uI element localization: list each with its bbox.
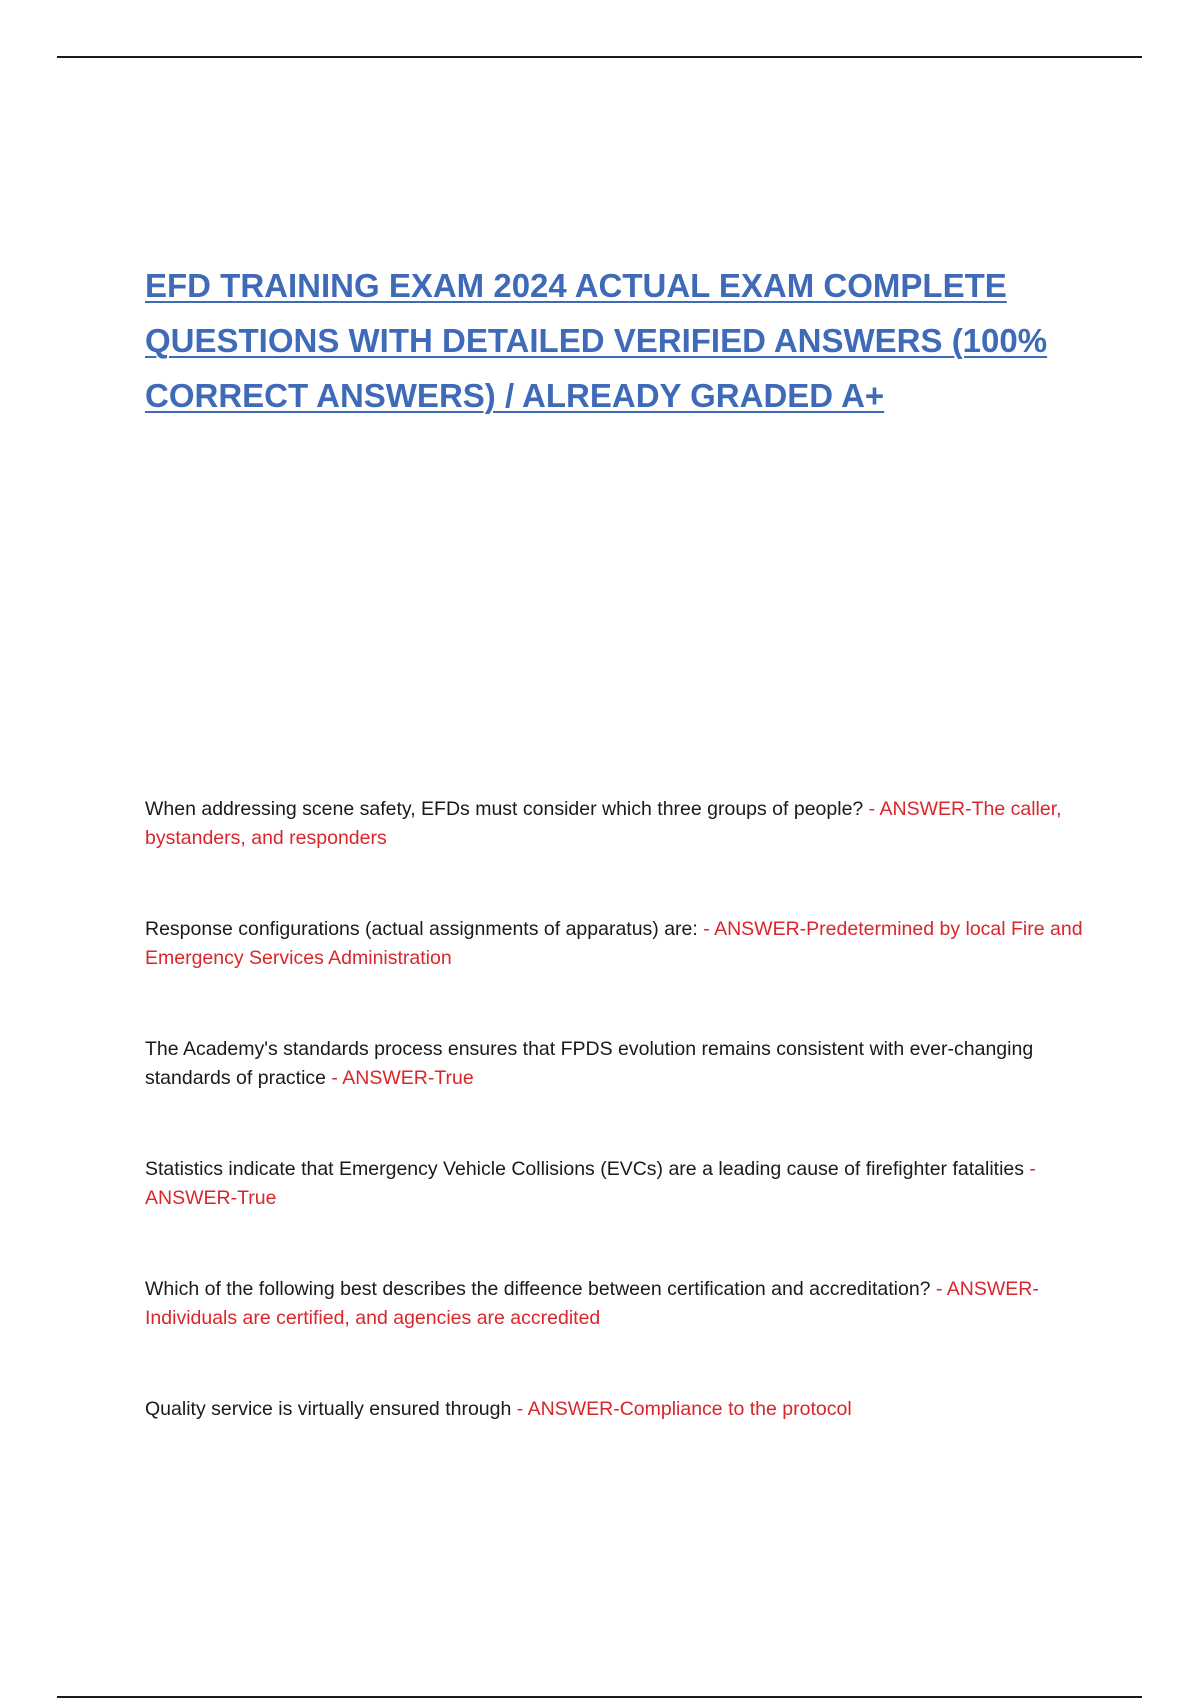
answer-text: ANSWER-True [145,1187,277,1209]
qa-item [145,1275,1090,1333]
question-text: Quality service is virtually ensured through [145,1398,512,1420]
answer-separator: - [863,798,880,820]
qa-item [145,1155,1090,1213]
answer-separator: - [930,1278,947,1300]
answer-text: ANSWER-Individuals are certified, and agencies are accredited [145,1278,1039,1329]
qa-item [145,1395,1090,1424]
bottom-rule [57,1696,1142,1698]
answer-separator: - [511,1398,528,1420]
answer-separator: - [697,918,715,940]
answer-text: ANSWER-True [342,1067,474,1089]
qa-item [145,915,1090,973]
question-text: Response configurations (actual assignments of apparatus) are: [145,918,698,940]
answer-text: ANSWER-The caller, bystanders, and responders [145,798,1062,849]
document-title: EFD TRAINING EXAM 2024 ACTUAL EXAM COMPLETE QUESTIONS WITH DETAILED VERIFIED ANSWERS (100% CORRECT ANSWERS) / ALREADY GRADED A+ [145,267,1048,414]
question-text: When addressing scene safety, EFDs must consider which three groups of people? [145,798,864,820]
question-text: Statistics indicate that Emergency Vehicle Collisions (EVCs) are a leading cause of firefighter fatalities [145,1158,1025,1180]
top-rule [57,56,1142,58]
answer-separator: - [1024,1158,1036,1180]
question-text: Which of the following best describes the diffeence between certification and accreditation? [145,1278,931,1300]
answer-separator: - [326,1067,343,1089]
answer-text: ANSWER-Predetermined by local Fire and Emergency Services Administration [145,918,1083,969]
qa-item [145,1035,1090,1093]
answer-text: ANSWER-Compliance to the protocol [527,1398,852,1420]
qa-item [145,795,1090,853]
question-text: The Academy's standards process ensures that FPDS evolution remains consistent with ever-changing standards of practice [145,1038,1034,1089]
